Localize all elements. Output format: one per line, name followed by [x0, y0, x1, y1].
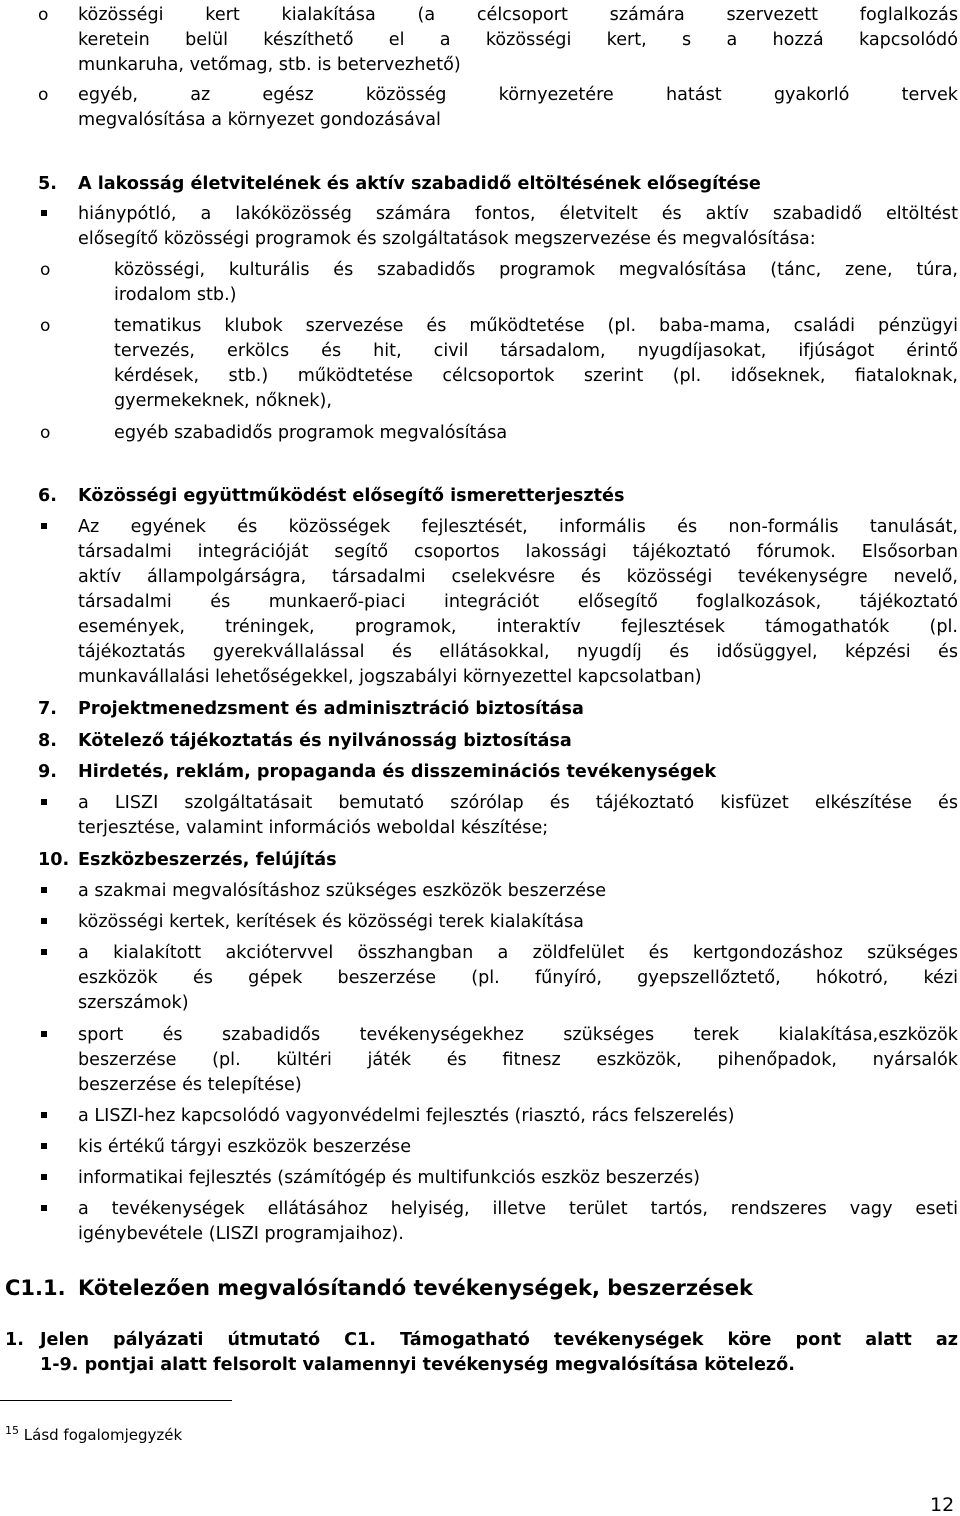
list-item: hiánypótló, a lakóközösség számára fontos, életvitelt és aktív szabadidő eltöltést elősegítő közösségi programok és szolgáltatások megszervezése és megvalósítása:	[78, 204, 958, 249]
list-item: a kialakított akciótervvel összhangban a zöldfelület és kertgondozáshoz szükséges eszközök és gépek beszerzése (pl. fűnyíró, gyepszellőztető, hókotró, kézi szerszámok)	[78, 943, 958, 1013]
list-item: kis értékű tárgyi eszközök beszerzése	[78, 1137, 412, 1157]
list-item: a tevékenységek ellátásához helyiség, illetve terület tartós, rendszeres vagy eseti igénybevétele (LISZI programjaihoz).	[78, 1199, 958, 1244]
section-title: Eszközbeszerzés, felújítás	[78, 850, 337, 870]
section-title: Hirdetés, reklám, propaganda és disszeminációs tevékenységek	[78, 762, 717, 782]
item-number: 1.	[5, 1330, 24, 1350]
square-bullet-icon	[41, 523, 47, 529]
square-bullet-icon	[41, 1143, 47, 1149]
footnote	[5, 1418, 182, 1448]
list-item: a szakmai megvalósításhoz szükséges eszközök beszerzése	[78, 881, 607, 901]
list-item: közösségi, kulturális és szabadidős programok megvalósítása (tánc, zene, túra, irodalom stb.)	[114, 260, 958, 305]
section-title: Kötelező tájékoztatás és nyilvánosság biztosítása	[78, 731, 572, 751]
list-item: egyéb, az egész közösség környezetére hatást gyakorló tervek megvalósítása a környezet gondozásával	[78, 85, 958, 130]
square-bullet-icon	[41, 210, 47, 216]
square-bullet-icon	[41, 1112, 47, 1118]
page-number: 12	[930, 1494, 955, 1516]
list-item: a LISZI-hez kapcsolódó vagyonvédelmi fejlesztés (riasztó, rács felszerelés)	[78, 1106, 735, 1126]
section-number: C1.1.	[5, 1276, 66, 1300]
circle-bullet-icon: o	[40, 316, 51, 336]
section-number: 7.	[38, 699, 57, 719]
list-item: közösségi kert kialakítása (a célcsoport számára szervezett foglalkozás keretein belül készíthető el a közösségi kert, s a hozzá kapcsolódó munkaruha, vetőmag, stb. is betervezhető)	[78, 5, 958, 75]
list-item: Jelen pályázati útmutató C1. Támogatható tevékenységek köre pont alatt az 1-9. pontjai alatt felsorolt valamennyi tevékenység megvalósítása kötelező.	[40, 1330, 958, 1375]
section-number: 5.	[38, 174, 57, 194]
circle-bullet-icon: o	[40, 423, 51, 443]
footnote-mark: 15	[5, 1424, 19, 1437]
circle-bullet-icon: o	[38, 85, 49, 105]
list-item: egyéb szabadidős programok megvalósítása	[114, 423, 508, 443]
square-bullet-icon	[41, 949, 47, 955]
circle-bullet-icon: o	[40, 260, 51, 280]
section-title: Közösségi együttműködést elősegítő ismeretterjesztés	[78, 486, 625, 506]
list-item: a LISZI szolgáltatásait bemutató szórólap és tájékoztató kisfüzet elkészítése és terjesztése, valamint információs weboldal készítése;	[78, 793, 958, 838]
square-bullet-icon	[41, 799, 47, 805]
square-bullet-icon	[41, 1174, 47, 1180]
square-bullet-icon	[41, 918, 47, 924]
square-bullet-icon	[41, 1031, 47, 1037]
footnote-separator	[0, 1400, 232, 1401]
section-number: 8.	[38, 731, 57, 751]
section-number: 9.	[38, 762, 57, 782]
list-item: sport és szabadidős tevékenységekhez szükséges terek kialakítása,eszközök beszerzése (pl. kültéri játék és fitnesz eszközök, pihenőpadok, nyársalók beszerzése és telepítése)	[78, 1025, 958, 1095]
section-title: Projektmenedzsment és adminisztráció biztosítása	[78, 699, 584, 719]
list-item: Az egyének és közösségek fejlesztését, informális és non-formális tanulását, társadalmi integrációját segítő csoportos lakossági tájékoztató fórumok. Elsősorban aktív állampolgárságra, társadalmi cselekvésre és közösségi tevékenységre nevelő, társadalmi és munkaerő-piaci integrációt elősegítő foglalkozások, tájékoztató események, tréningek, programok, interaktív fejlesztések támogathatók (pl. tájékoztatás gyerekvállalással és ellátásokkal, nyugdíj és idősüggyel, képzési és munkavállalási lehetőségekkel, jogszabályi környezettel kapcsolatban)	[78, 517, 958, 687]
section-title: Kötelezően megvalósítandó tevékenységek, beszerzések	[78, 1276, 754, 1300]
square-bullet-icon	[41, 1205, 47, 1211]
list-item: tematikus klubok szervezése és működtetése (pl. baba-mama, családi pénzügyi tervezés, erkölcs és hit, civil társadalom, nyugdíjasokat, ifjúságot érintő kérdések, stb.) működtetése célcsoportok szerint (pl. időseknek, fiataloknak, gyermekeknek, nőknek),	[114, 316, 958, 411]
section-title: A lakosság életvitelének és aktív szabadidő eltöltésének elősegítése	[78, 174, 761, 194]
section-number: 10.	[38, 850, 70, 870]
footnote-text: Lásd fogalomjegyzék	[23, 1426, 183, 1444]
section-number: 6.	[38, 486, 57, 506]
circle-bullet-icon: o	[38, 5, 49, 25]
list-item: informatikai fejlesztés (számítógép és multifunkciós eszköz beszerzés)	[78, 1168, 700, 1188]
square-bullet-icon	[41, 887, 47, 893]
list-item: közösségi kertek, kerítések és közösségi terek kialakítása	[78, 912, 584, 932]
